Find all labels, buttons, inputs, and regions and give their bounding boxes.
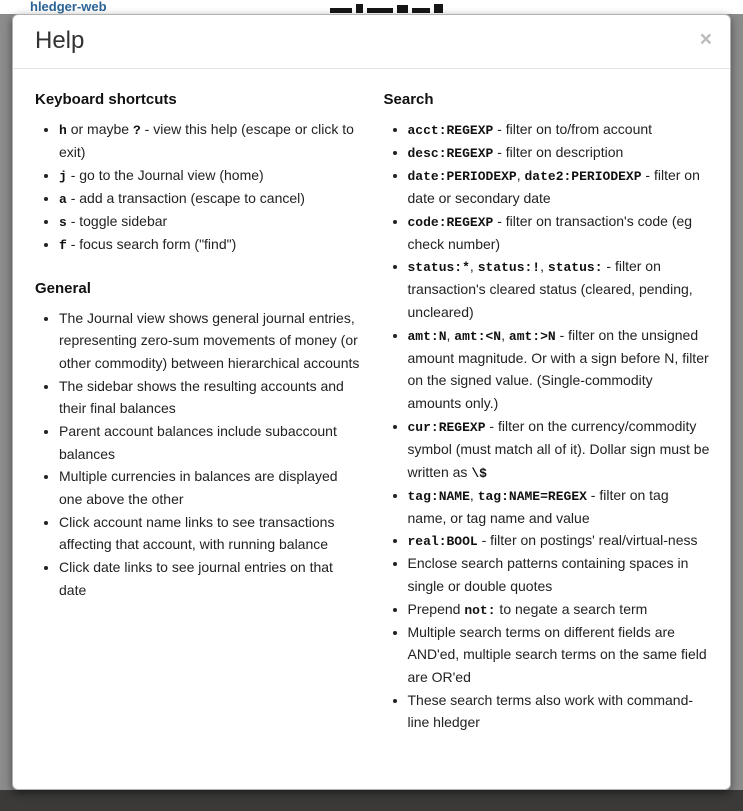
close-icon[interactable]: ×	[699, 28, 712, 51]
text-segment: - filter on description	[493, 143, 624, 160]
right-column	[384, 83, 711, 758]
list-item	[59, 210, 362, 233]
list-item	[59, 118, 362, 164]
text-segment: - add a transaction (escape to cancel)	[66, 189, 305, 206]
text-segment: Click date links to see journal entries on that date	[59, 559, 333, 598]
list-item	[59, 307, 362, 375]
text-segment: - toggle sidebar	[66, 212, 168, 229]
help-modal	[12, 14, 731, 790]
text-segment: - filter on the unsigned amount magnitude. Or with a sign before N, filter on the signed value. (Single-commodity amounts only.)	[407, 326, 709, 412]
code-token: f	[59, 237, 67, 253]
glyph-fragment	[397, 5, 408, 13]
code-token: tag:NAME	[407, 488, 470, 504]
text-segment: Enclose search patterns containing spaces in single or double quotes	[407, 555, 689, 594]
code-token: ?	[132, 122, 141, 138]
text-segment: ,	[469, 258, 478, 275]
text-segment: - focus search form ("find")	[66, 235, 237, 252]
text-segment: - filter on transaction's code (eg check number)	[407, 212, 693, 252]
list-item	[408, 255, 711, 323]
section-heading-general: General	[35, 279, 91, 297]
list-item	[59, 556, 362, 601]
list-item	[59, 233, 362, 256]
glyph-fragment	[367, 8, 393, 13]
list-item	[59, 164, 362, 187]
code-token: cur:REGEXP	[407, 419, 486, 435]
code-token: status:	[547, 260, 603, 276]
list-item	[59, 420, 362, 465]
list-item	[408, 598, 711, 621]
text-segment: - filter on to/from account	[493, 120, 653, 137]
text-segment: - filter on tag name, or tag name and value	[407, 486, 669, 526]
code-token: h	[59, 122, 67, 138]
list-item	[408, 118, 711, 141]
text-segment: ,	[516, 166, 525, 183]
list-item	[408, 164, 711, 210]
list-item	[408, 529, 711, 552]
code-token: status:!	[477, 260, 541, 276]
glyph-fragment	[434, 4, 443, 13]
code-token: s	[59, 214, 67, 230]
list-item	[408, 621, 711, 689]
text-segment: ,	[469, 486, 478, 503]
keyboard-shortcuts-list	[35, 118, 362, 256]
text-segment: Multiple search terms on different fields are AND'ed, multiple search terms on the same field are OR'ed	[407, 623, 707, 686]
code-token: date:PERIODEXP	[407, 168, 517, 184]
text-segment: or maybe	[66, 120, 133, 137]
section-heading-keyboard-shortcuts: Keyboard shortcuts	[35, 90, 177, 108]
list-item	[408, 689, 711, 734]
text-segment: ,	[446, 326, 455, 343]
glyph-fragment	[412, 8, 430, 13]
code-token: acct:REGEXP	[407, 122, 494, 138]
text-segment: The Journal view shows general journal entries, representing zero-sum movements of money (or other commodity) between hierarchical accounts	[59, 309, 360, 372]
text-segment: ,	[540, 258, 548, 275]
text-segment: Parent account balances include subaccount balances	[59, 423, 337, 462]
glyph-fragment	[330, 8, 352, 13]
text-segment: - go to the Journal view (home)	[66, 166, 264, 183]
list-item	[59, 375, 362, 420]
search-list	[384, 118, 711, 734]
general-list	[35, 307, 362, 602]
code-token: amt:<N	[454, 328, 502, 344]
code-token: desc:REGEXP	[407, 145, 494, 161]
modal-body	[13, 69, 730, 768]
modal-title: Help	[35, 27, 85, 54]
code-token: code:REGEXP	[407, 214, 494, 230]
text-segment: These search terms also work with command-line hledger	[407, 691, 694, 731]
code-token: status:*	[407, 260, 470, 276]
code-token: tag:NAME=REGEX	[477, 488, 587, 504]
list-item	[408, 324, 711, 415]
code-token: amt:>N	[508, 328, 556, 344]
text-segment: - view this help (escape or click to exit)	[59, 120, 354, 160]
hledger-web-link[interactable]: hledger-web	[30, 0, 107, 14]
modal-header	[13, 15, 730, 69]
text-segment: to negate a search term	[495, 600, 648, 617]
text-segment: - filter on transaction's cleared status (cleared, pending, uncleared)	[407, 258, 693, 321]
text-segment: ,	[501, 326, 509, 343]
list-item	[408, 210, 711, 256]
text-segment: - filter on date or secondary date	[407, 166, 700, 206]
text-segment: Multiple currencies in balances are displayed one above the other	[59, 468, 338, 508]
page-bottom-strip	[0, 790, 743, 811]
left-column	[35, 83, 362, 758]
glyph-fragment	[356, 4, 363, 13]
list-item	[408, 415, 711, 484]
code-token: a	[59, 191, 67, 207]
list-item	[408, 141, 711, 164]
text-segment: The sidebar shows the resulting accounts and their final balances	[59, 377, 344, 417]
list-item	[59, 465, 362, 510]
code-token: not:	[464, 602, 496, 618]
text-segment: - filter on the currency/commodity symbol (must match all of it). Dollar sign must be written as	[407, 417, 710, 480]
code-token: j	[59, 168, 67, 184]
list-item	[408, 484, 711, 530]
text-segment: Click account name links to see transactions affecting that account, with running balance	[59, 513, 335, 553]
page-heading-fragment	[330, 0, 443, 13]
list-item	[59, 187, 362, 210]
section-heading-search: Search	[383, 90, 434, 108]
list-item	[408, 552, 711, 597]
page-top-bar	[0, 0, 743, 14]
text-segment: Prepend	[407, 600, 465, 617]
code-token: real:BOOL	[407, 534, 478, 550]
code-token: date2:PERIODEXP	[524, 168, 642, 184]
list-item	[59, 511, 362, 556]
text-segment: - filter on postings' real/virtual-ness	[477, 532, 698, 549]
code-token: amt:N	[407, 328, 447, 344]
code-token: \$	[471, 465, 487, 481]
